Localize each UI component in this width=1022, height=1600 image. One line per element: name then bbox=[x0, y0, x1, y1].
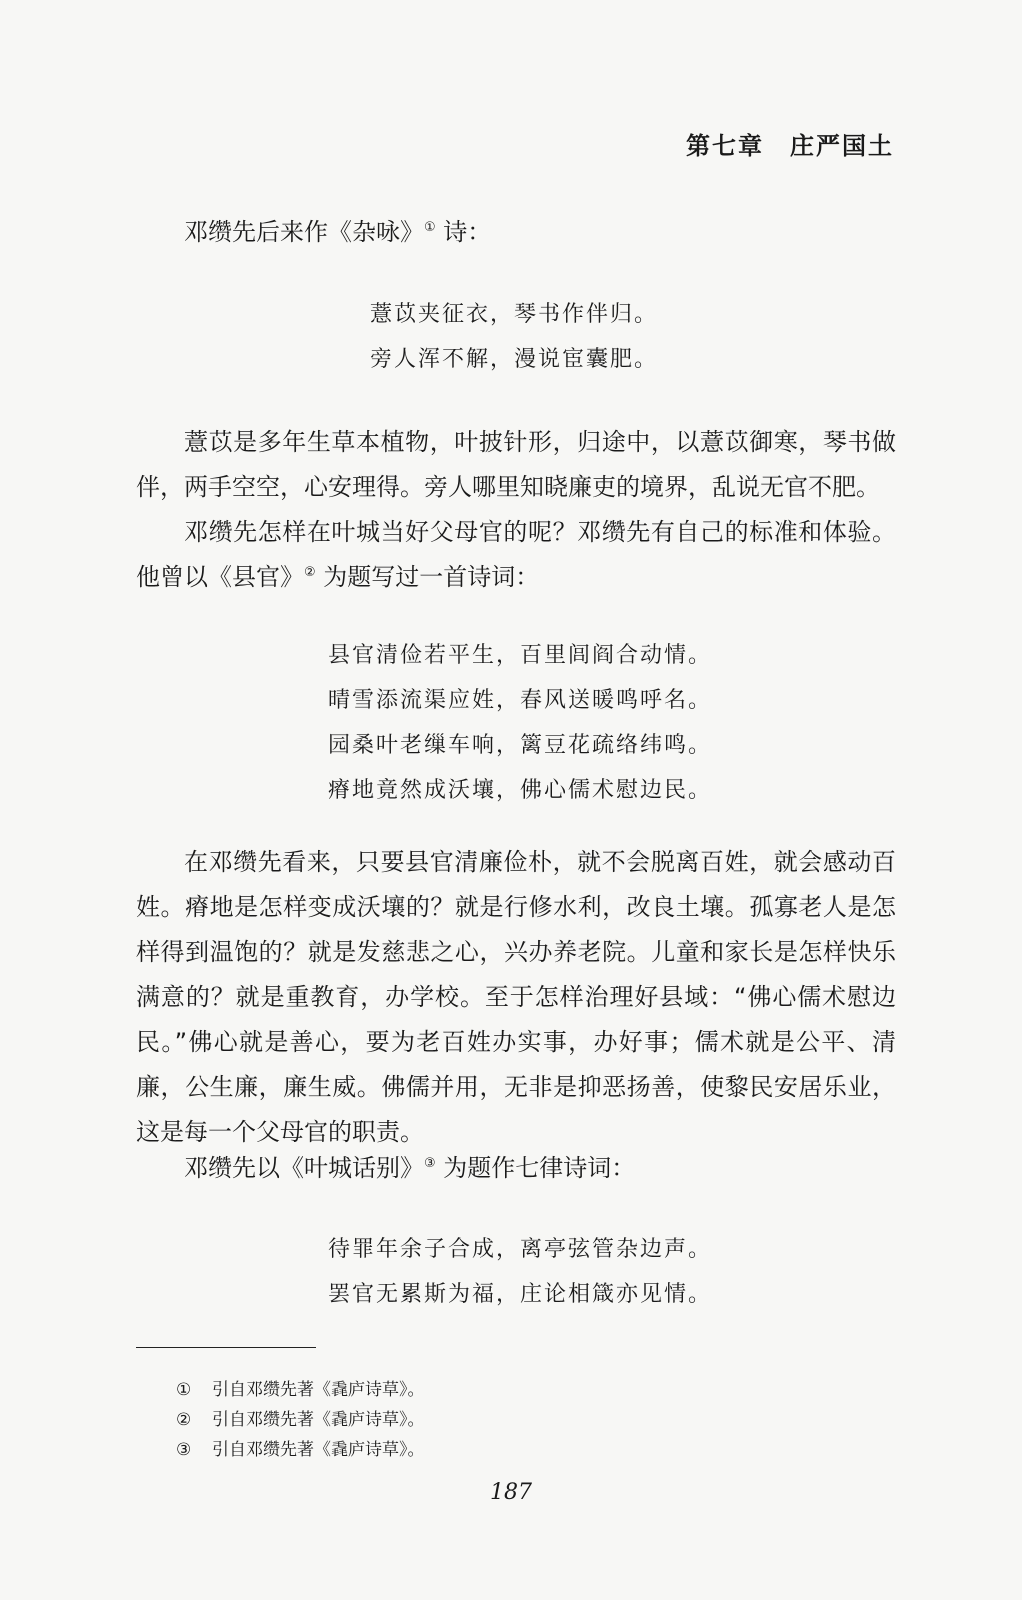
paragraph-1: 薏苡是多年生草本植物，叶披针形，归途中，以薏苡御寒，琴书做伴，两手空空，心安理得。旁人哪里知晓廉吏的境界，乱说无官不肥。 bbox=[136, 428, 896, 501]
footnote-text: 引自邓缵先著《毳庐诗草》。 bbox=[212, 1410, 425, 1430]
footnote-3 bbox=[176, 1435, 425, 1465]
intro-text: 邓缵先后来作《杂咏》 bbox=[184, 218, 424, 246]
poem-line: 县官清俭若平生，百里闾阎合动情。 bbox=[328, 643, 713, 668]
running-header bbox=[686, 126, 894, 161]
page-number: 187 bbox=[490, 1480, 532, 1505]
footnote-text: 引自邓缵先著《毳庐诗草》。 bbox=[212, 1440, 425, 1460]
poem-3 bbox=[328, 1227, 712, 1317]
paragraph-2 bbox=[136, 510, 896, 600]
footnote-marker: ③ bbox=[176, 1440, 192, 1460]
footnote-ref-2: ② bbox=[304, 565, 316, 580]
paragraph-2-text-end: 为题写过一首诗词： bbox=[315, 563, 540, 591]
intro-paragraph bbox=[136, 210, 896, 255]
poem-line: 晴雪添流渠应姓，春风送暖鸣呼名。 bbox=[328, 688, 713, 713]
poem-line: 瘠地竟然成沃壤，佛心儒术慰边民。 bbox=[328, 778, 713, 803]
footnote-1 bbox=[176, 1375, 425, 1405]
poem-line: 待罪年余子合成，离亭弦管杂边声。 bbox=[328, 1237, 713, 1262]
poem-1 bbox=[370, 292, 658, 382]
poem-line: 罢官无累斯为福，庄论相箴亦见情。 bbox=[328, 1282, 713, 1307]
paragraph-4 bbox=[136, 1146, 896, 1191]
paragraph-4-text-end: 为题作七律诗词： bbox=[435, 1154, 636, 1182]
poem-2 bbox=[328, 633, 712, 813]
chapter-number: 第七章 bbox=[686, 131, 764, 160]
footnote-marker: ② bbox=[176, 1410, 192, 1430]
paragraph-4-text: 邓缵先以《叶城话别》 bbox=[184, 1154, 424, 1182]
poem-line: 园桑叶老缫车响，篱豆花疏络纬鸣。 bbox=[328, 733, 713, 758]
paragraph-3: 在邓缵先看来，只要县官清廉俭朴，就不会脱离百姓，就会感动百姓。瘠地是怎样变成沃壤的？就是行修水利，改良土壤。孤寡老人是怎样得到温饱的？就是发慈悲之心，兴办养老院。儿童和家长是怎样快乐满意的？就是重教育，办学校。至于怎样治理好县域：“佛心儒术慰边民。”佛心就是善心，要为老百姓办实事，办好事；儒术就是公平、清廉，公生廉，廉生威。佛儒并用，无非是抑恶扬善，使黎民安居乐业，这是每一个父母官的职责。 bbox=[136, 848, 896, 1146]
footnote-text: 引自邓缵先著《毳庐诗草》。 bbox=[212, 1380, 425, 1400]
paragraph-2-text: 邓缵先怎样在叶城当好父母官的呢？邓缵先有自己的标准和体验。他曾以《县官》 bbox=[136, 518, 896, 591]
footnote-2 bbox=[176, 1405, 425, 1435]
footnotes bbox=[176, 1375, 425, 1465]
chapter-title: 庄严国土 bbox=[790, 131, 894, 160]
poem-line: 旁人浑不解，漫说宦囊肥。 bbox=[370, 347, 659, 372]
footnote-ref-3: ③ bbox=[424, 1156, 436, 1171]
footnote-divider bbox=[136, 1347, 316, 1348]
footnote-marker: ① bbox=[176, 1380, 192, 1400]
intro-text-end: 诗： bbox=[435, 218, 492, 246]
poem-line: 薏苡夹征衣，琴书作伴归。 bbox=[370, 302, 659, 327]
footnote-ref-1: ① bbox=[424, 220, 436, 235]
